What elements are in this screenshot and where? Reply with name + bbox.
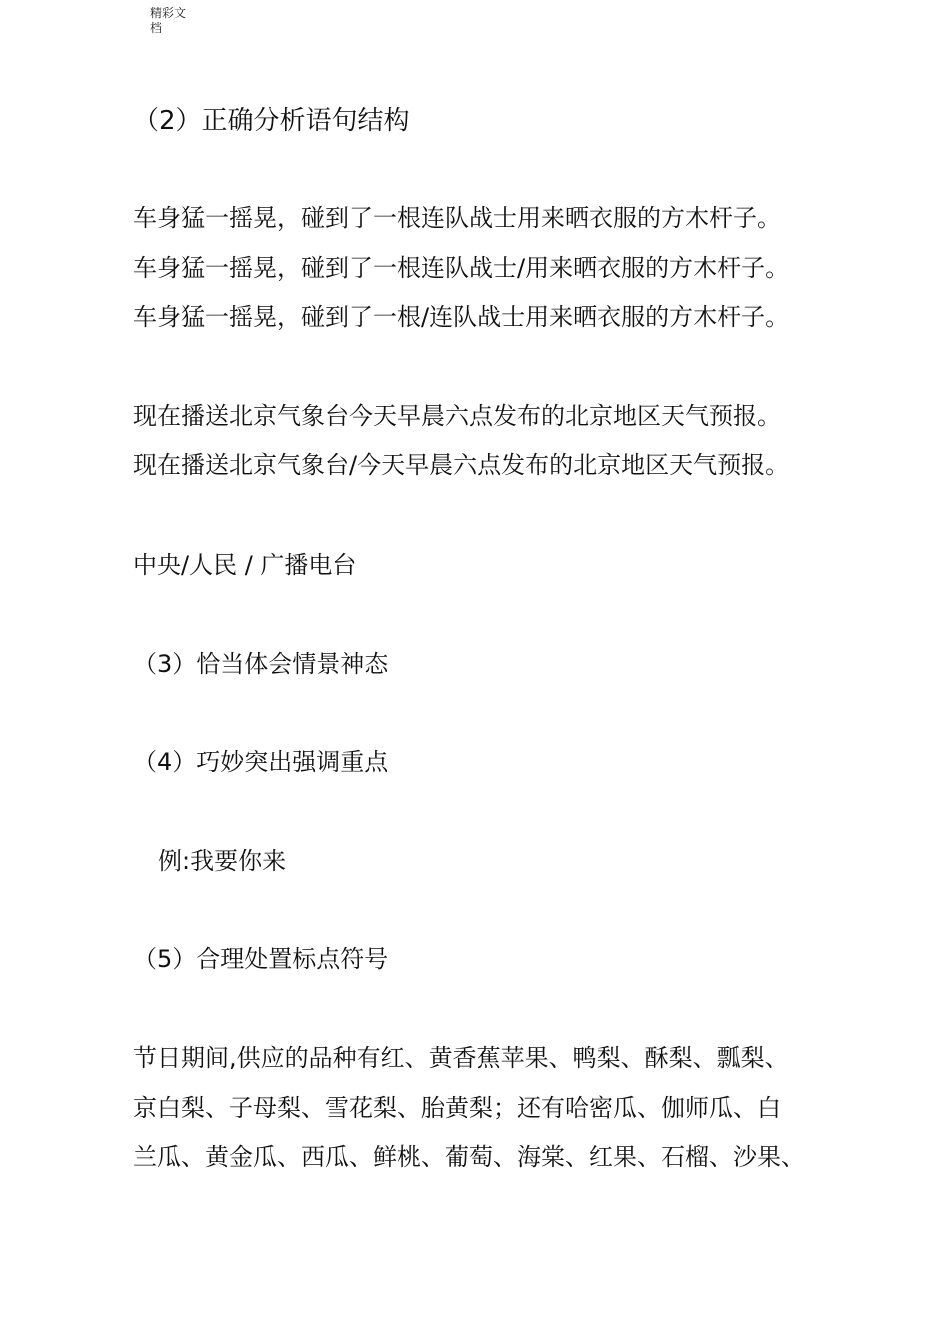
section-5-paragraph-line-1: 节日期间,供应的品种有红、黄香蕉苹果、鸭梨、酥梨、瓢梨、 [133,1044,789,1072]
section-2-heading: （2）正确分析语句结构 [133,106,410,136]
section-4-heading: （4）巧妙突出强调重点 [133,748,389,776]
section-3-heading: （3）恰当体会情景神态 [133,650,389,678]
watermark-line-2: 档 [150,21,163,35]
section-4-example: 例:我要你来 [158,847,287,875]
section-5-paragraph-line-3: 兰瓜、黄金瓜、西瓜、鲜桃、葡萄、海棠、红果、石榴、沙果、 [133,1143,805,1171]
example-1-sentence-3: 车身猛一摇晃，碰到了一根/连队战士用来晒衣服的方木杆子。 [133,303,790,331]
example-2-sentence-1: 现在播送北京气象台今天早晨六点发布的北京地区天气预报。 [133,402,781,430]
watermark [150,6,210,36]
section-5-paragraph-line-2: 京白梨、子母梨、雪花梨、胎黄梨；还有哈密瓜、伽师瓜、白 [133,1094,781,1122]
example-3-phrase: 中央/人民 / 广播电台 [133,551,357,579]
example-2-sentence-2: 现在播送北京气象台/今天早晨六点发布的北京地区天气预报。 [133,451,790,479]
watermark-line-1: 精彩文 [150,6,187,20]
example-1-sentence-1: 车身猛一摇晃，碰到了一根连队战士用来晒衣服的方木杆子。 [133,204,781,232]
example-1-sentence-2: 车身猛一摇晃，碰到了一根连队战士/用来晒衣服的方木杆子。 [133,254,790,282]
section-5-heading: （5）合理处置标点符号 [133,945,389,973]
